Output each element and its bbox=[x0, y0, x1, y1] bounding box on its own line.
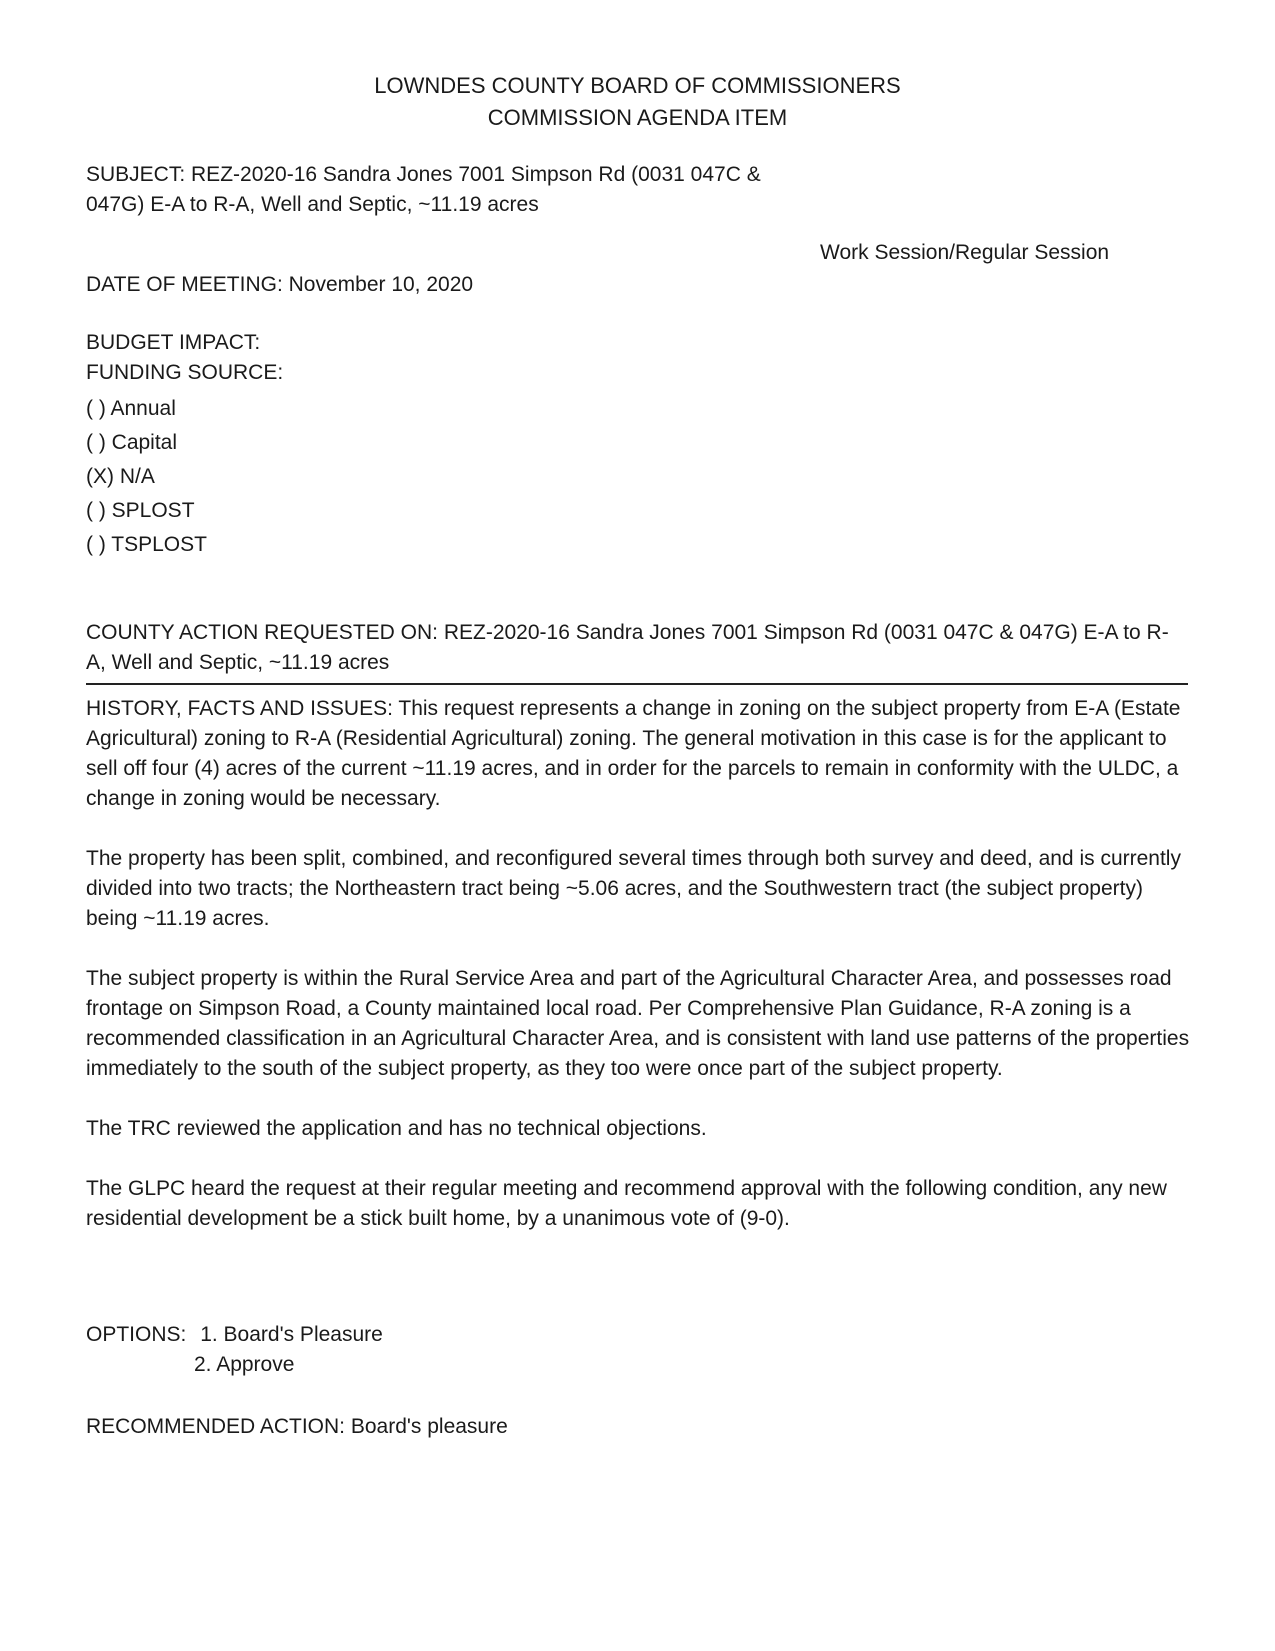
funding-source-label: FUNDING SOURCE: bbox=[86, 361, 284, 384]
option-item-2: 2. Approve bbox=[194, 1353, 295, 1376]
funding-option-splost: ( ) SPLOST bbox=[86, 499, 195, 522]
history-paragraph-5: The GLPC heard the request at their regular meeting and recommend approval with the following condition, any new residential development be a stick built home, by a unanimous vote of (9-0). bbox=[86, 1177, 1167, 1230]
history-paragraph-3: The subject property is within the Rural Service Area and part of the Agricultural Character Area, and possesses road frontage on Simpson Road, a County maintained local road. Per Comprehensive Plan Guidance, R-A zoning is a recommended classification in an Agricultural Character Area, and is consistent with land use patterns of the properties immediately to the south of the subject property, as they too were once part of the subject property. bbox=[86, 967, 1190, 1080]
funding-option-na: (X) N/A bbox=[86, 465, 155, 488]
session-type: Work Session/Regular Session bbox=[820, 241, 1110, 264]
history-paragraph-4: The TRC reviewed the application and has no technical objections. bbox=[86, 1117, 707, 1140]
funding-option-annual: ( ) Annual bbox=[86, 397, 176, 420]
section-divider bbox=[86, 683, 1188, 685]
header-title: LOWNDES COUNTY BOARD OF COMMISSIONERS bbox=[374, 73, 901, 98]
county-action-block bbox=[86, 618, 1196, 678]
history-block bbox=[86, 694, 1196, 1234]
recommended-action: RECOMMENDED ACTION: Board's pleasure bbox=[86, 1415, 508, 1438]
funding-option-capital: ( ) Capital bbox=[86, 431, 178, 454]
budget-impact-label: BUDGET IMPACT: bbox=[86, 331, 261, 354]
county-action-line-1: COUNTY ACTION REQUESTED ON: REZ-2020-16 Sandra Jones 7001 Simpson Rd (0031 047C & 047G) E-A to R- bbox=[86, 621, 1169, 644]
subject-line-1: SUBJECT: REZ-2020-16 Sandra Jones 7001 Simpson Rd (0031 047C & bbox=[86, 163, 761, 186]
date-of-meeting: DATE OF MEETING: November 10, 2020 bbox=[86, 273, 474, 296]
options-row-1 bbox=[86, 1320, 383, 1350]
option-item-1: 1. Board's Pleasure bbox=[200, 1323, 383, 1346]
budget-block bbox=[86, 328, 283, 564]
subject-block bbox=[86, 160, 761, 220]
history-paragraph-2: The property has been split, combined, and reconfigured several times through both survey and deed, and is currently divided into two tracts; the Northeastern tract being ~5.06 acres, and the Southwestern tract (the subject property) being ~11.19 acres. bbox=[86, 847, 1181, 930]
options-label: OPTIONS: bbox=[86, 1323, 187, 1346]
options-block bbox=[86, 1320, 383, 1380]
funding-option-tsplost: ( ) TSPLOST bbox=[86, 533, 207, 556]
subject-line-2: 047G) E-A to R-A, Well and Septic, ~11.19 acres bbox=[86, 193, 539, 216]
document-header bbox=[0, 70, 1275, 134]
history-paragraph-1: HISTORY, FACTS AND ISSUES: This request represents a change in zoning on the subject property from E-A (Estate Agricultural) zoning to R-A (Residential Agricultural) zoning. The general motivation in this case is for the applicant to sell off four (4) acres of the current ~11.19 acres, and in order for the parcels to remain in conformity with the ULDC, a change in zoning would be necessary. bbox=[86, 697, 1181, 810]
county-action-line-2: A, Well and Septic, ~11.19 acres bbox=[86, 651, 390, 674]
header-subtitle: COMMISSION AGENDA ITEM bbox=[487, 105, 788, 130]
